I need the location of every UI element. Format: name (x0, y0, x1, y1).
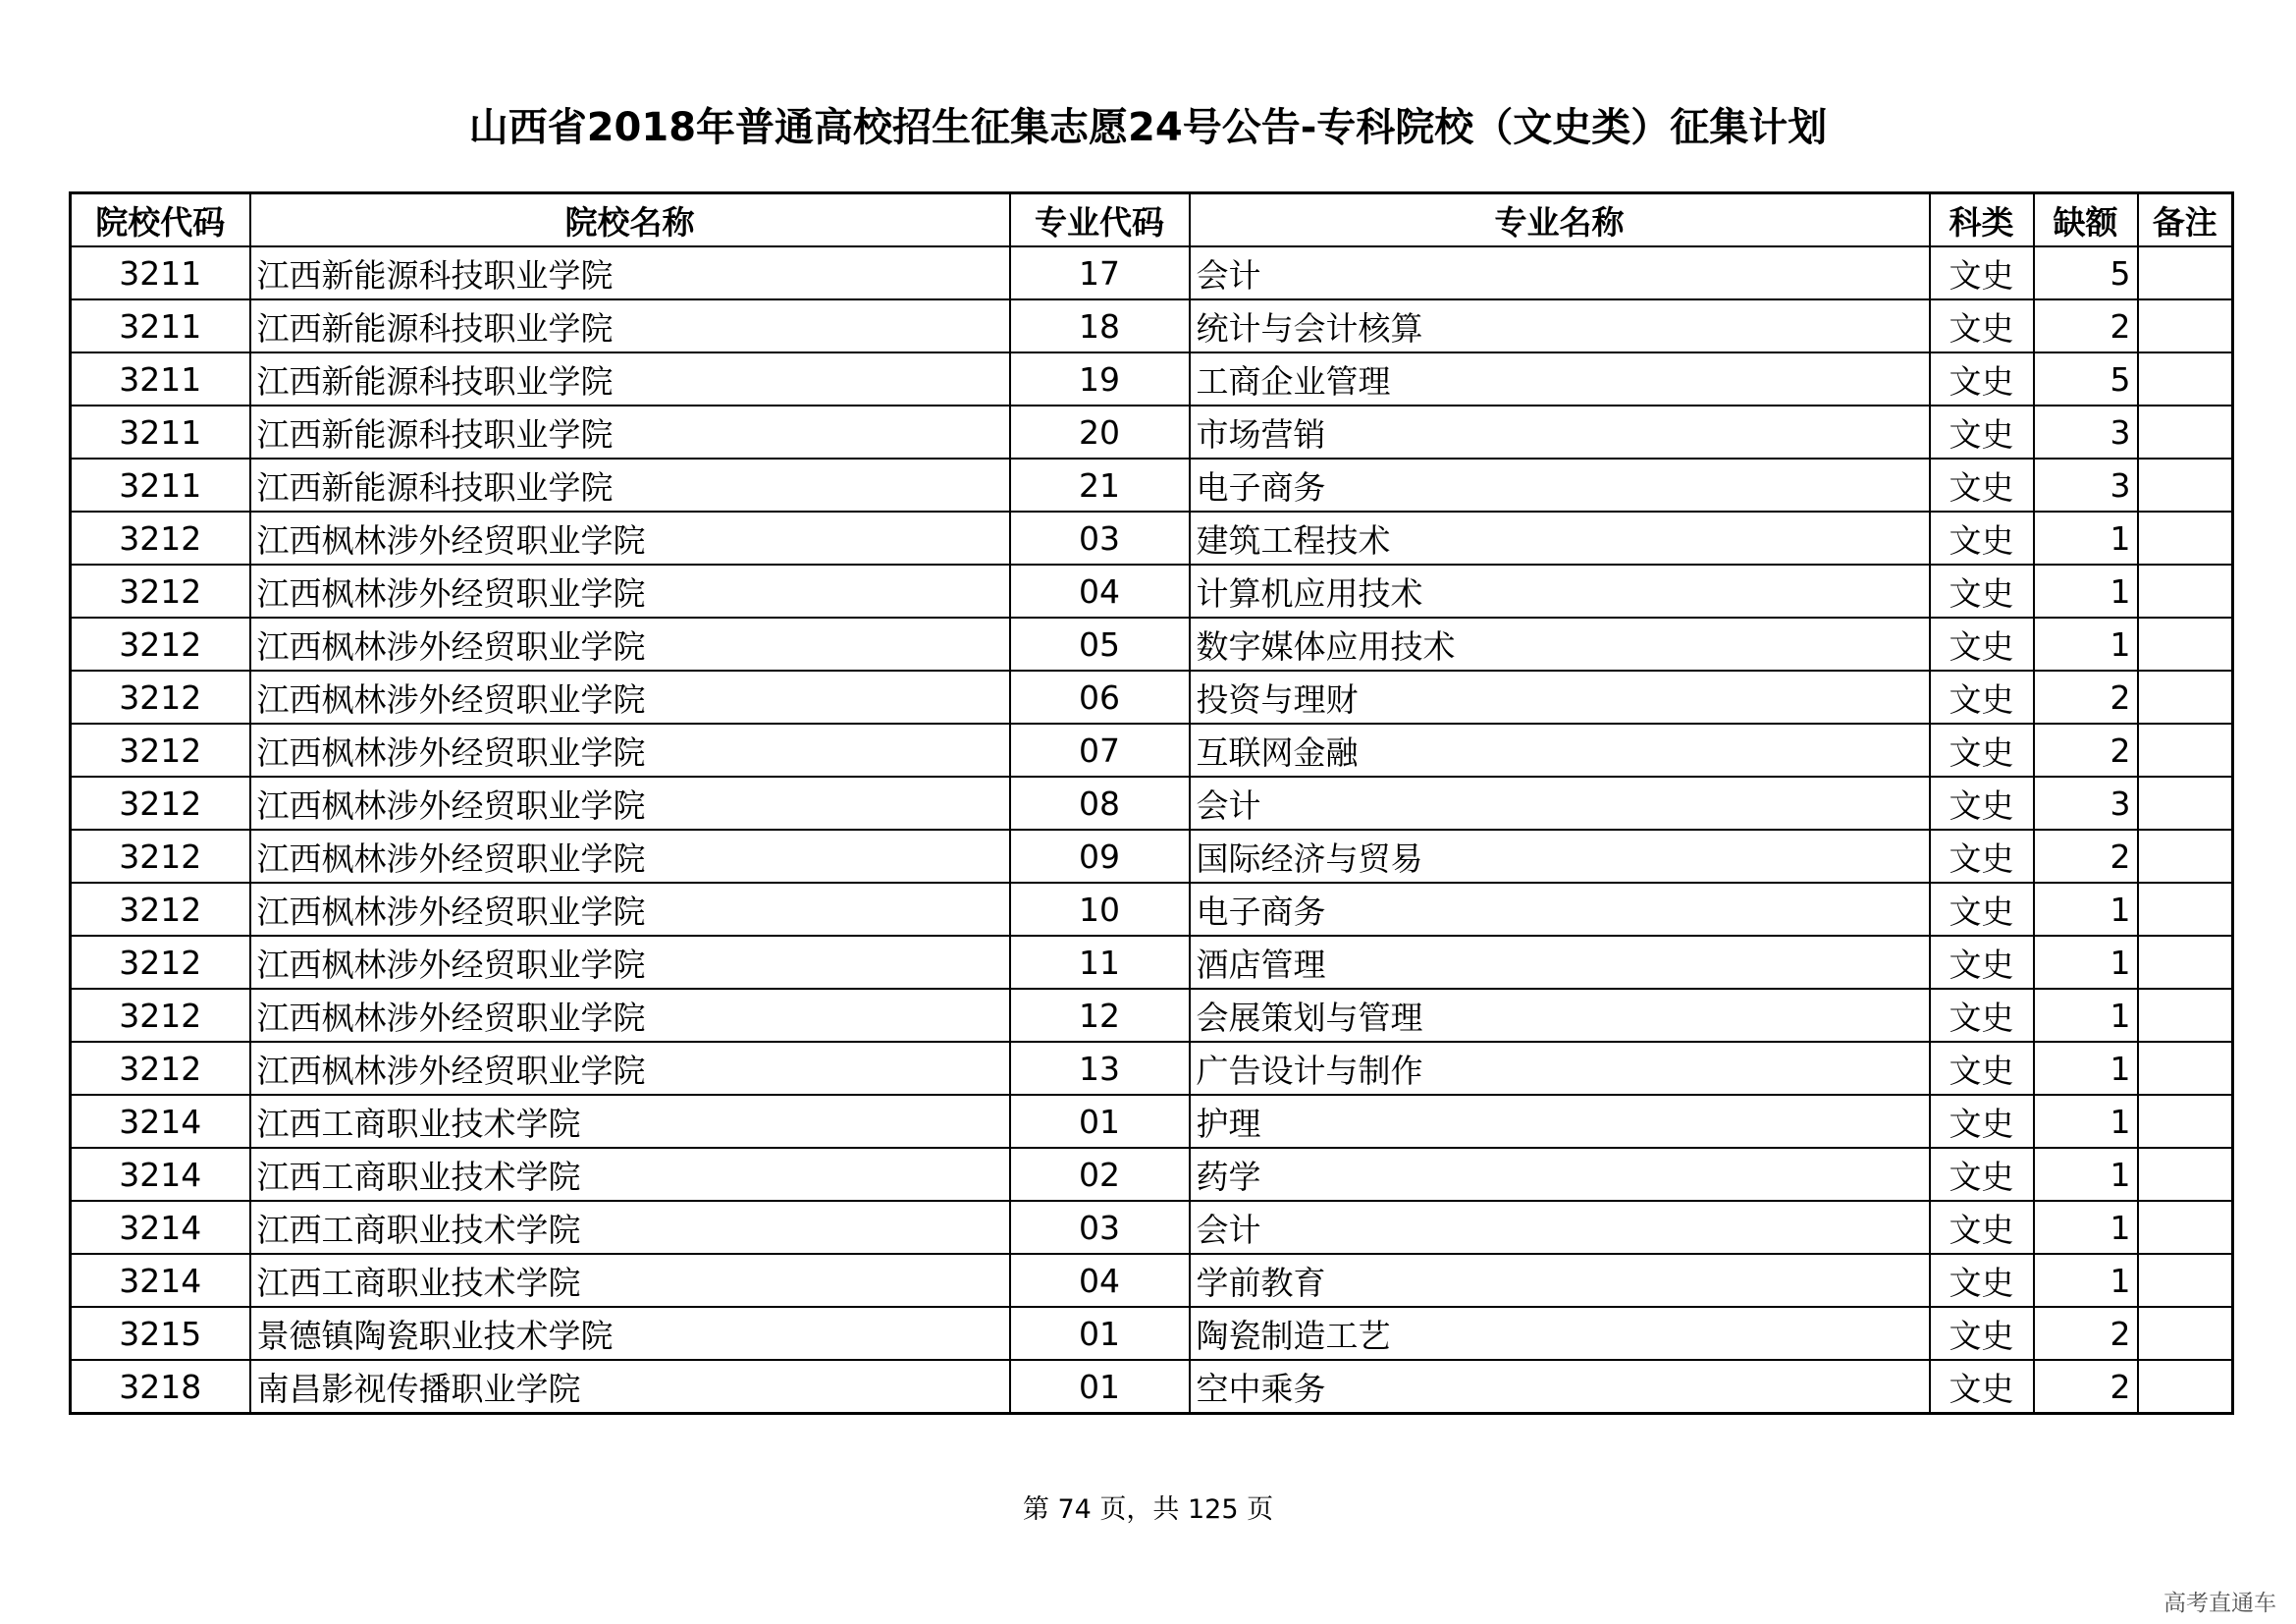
cell-school-name: 江西工商职业技术学院 (250, 1095, 1010, 1148)
cell-school-code: 3212 (71, 936, 250, 989)
cell-major-name: 计算机应用技术 (1190, 565, 1930, 618)
cell-major-name: 工商企业管理 (1190, 352, 1930, 406)
cell-vacancy: 5 (2034, 246, 2138, 299)
cell-school-name: 江西枫林涉外经贸职业学院 (250, 565, 1010, 618)
cell-category: 文史 (1930, 1042, 2034, 1095)
cell-major-code: 12 (1010, 989, 1190, 1042)
cell-vacancy: 2 (2034, 724, 2138, 777)
cell-category: 文史 (1930, 989, 2034, 1042)
cell-major-name: 市场营销 (1190, 406, 1930, 459)
watermark: 高考直通车 (2163, 1591, 2276, 1616)
cell-category: 文史 (1930, 1095, 2034, 1148)
cell-school-code: 3212 (71, 512, 250, 565)
cell-school-name: 江西枫林涉外经贸职业学院 (250, 671, 1010, 724)
cell-category: 文史 (1930, 883, 2034, 936)
cell-school-name: 南昌影视传播职业学院 (250, 1360, 1010, 1414)
cell-remarks (2138, 1254, 2233, 1307)
cell-school-code: 3212 (71, 618, 250, 671)
cell-school-name: 江西枫林涉外经贸职业学院 (250, 618, 1010, 671)
cell-school-name: 江西枫林涉外经贸职业学院 (250, 883, 1010, 936)
cell-major-name: 会计 (1190, 1201, 1930, 1254)
cell-major-code: 04 (1010, 1254, 1190, 1307)
cell-remarks (2138, 406, 2233, 459)
table-row (71, 406, 2233, 459)
cell-vacancy: 3 (2034, 406, 2138, 459)
cell-remarks (2138, 1148, 2233, 1201)
cell-remarks (2138, 989, 2233, 1042)
cell-major-name: 广告设计与制作 (1190, 1042, 1930, 1095)
cell-remarks (2138, 1042, 2233, 1095)
cell-school-name: 江西工商职业技术学院 (250, 1254, 1010, 1307)
cell-major-name: 陶瓷制造工艺 (1190, 1307, 1930, 1360)
enrollment-plan-table (69, 191, 2234, 1415)
cell-category: 文史 (1930, 512, 2034, 565)
cell-school-code: 3212 (71, 724, 250, 777)
cell-major-code: 02 (1010, 1148, 1190, 1201)
cell-major-name: 电子商务 (1190, 459, 1930, 512)
cell-vacancy: 1 (2034, 1042, 2138, 1095)
cell-school-code: 3211 (71, 246, 250, 299)
cell-remarks (2138, 352, 2233, 406)
cell-school-code: 3212 (71, 1042, 250, 1095)
table-row (71, 724, 2233, 777)
cell-remarks (2138, 1201, 2233, 1254)
cell-school-code: 3212 (71, 777, 250, 830)
cell-school-code: 3214 (71, 1148, 250, 1201)
cell-school-code: 3211 (71, 299, 250, 352)
table-row (71, 1360, 2233, 1414)
cell-remarks (2138, 565, 2233, 618)
cell-major-code: 17 (1010, 246, 1190, 299)
table-body (71, 246, 2233, 1414)
table-row (71, 1042, 2233, 1095)
cell-category: 文史 (1930, 618, 2034, 671)
cell-school-code: 3214 (71, 1201, 250, 1254)
cell-school-code: 3211 (71, 406, 250, 459)
table-row (71, 512, 2233, 565)
cell-major-name: 统计与会计核算 (1190, 299, 1930, 352)
table-row (71, 1254, 2233, 1307)
cell-school-code: 3218 (71, 1360, 250, 1414)
cell-major-code: 01 (1010, 1307, 1190, 1360)
cell-category: 文史 (1930, 565, 2034, 618)
cell-school-code: 3211 (71, 459, 250, 512)
cell-school-code: 3214 (71, 1254, 250, 1307)
table-row (71, 459, 2233, 512)
cell-remarks (2138, 1095, 2233, 1148)
cell-vacancy: 3 (2034, 459, 2138, 512)
table-row (71, 565, 2233, 618)
table-row (71, 1307, 2233, 1360)
cell-major-code: 03 (1010, 512, 1190, 565)
cell-category: 文史 (1930, 1254, 2034, 1307)
cell-category: 文史 (1930, 352, 2034, 406)
cell-school-name: 江西枫林涉外经贸职业学院 (250, 724, 1010, 777)
cell-school-name: 江西新能源科技职业学院 (250, 352, 1010, 406)
cell-vacancy: 5 (2034, 352, 2138, 406)
cell-category: 文史 (1930, 671, 2034, 724)
cell-category: 文史 (1930, 724, 2034, 777)
cell-school-name: 江西枫林涉外经贸职业学院 (250, 989, 1010, 1042)
table-row (71, 246, 2233, 299)
cell-category: 文史 (1930, 1148, 2034, 1201)
cell-major-name: 酒店管理 (1190, 936, 1930, 989)
cell-school-name: 江西新能源科技职业学院 (250, 246, 1010, 299)
cell-vacancy: 1 (2034, 1148, 2138, 1201)
cell-major-name: 国际经济与贸易 (1190, 830, 1930, 883)
cell-school-name: 江西枫林涉外经贸职业学院 (250, 777, 1010, 830)
cell-major-code: 19 (1010, 352, 1190, 406)
cell-major-code: 18 (1010, 299, 1190, 352)
cell-remarks (2138, 777, 2233, 830)
cell-vacancy: 3 (2034, 777, 2138, 830)
cell-remarks (2138, 1360, 2233, 1414)
cell-major-code: 03 (1010, 1201, 1190, 1254)
cell-remarks (2138, 299, 2233, 352)
table-row (71, 830, 2233, 883)
cell-category: 文史 (1930, 406, 2034, 459)
cell-vacancy: 2 (2034, 1307, 2138, 1360)
cell-major-name: 会计 (1190, 777, 1930, 830)
cell-school-name: 江西新能源科技职业学院 (250, 299, 1010, 352)
table-row (71, 352, 2233, 406)
header-remarks: 备注 (2138, 193, 2233, 247)
header-vacancy: 缺额 (2034, 193, 2138, 247)
cell-school-code: 3215 (71, 1307, 250, 1360)
table-header-row (71, 193, 2233, 247)
cell-major-code: 13 (1010, 1042, 1190, 1095)
cell-vacancy: 1 (2034, 1254, 2138, 1307)
table-row (71, 989, 2233, 1042)
cell-major-name: 会展策划与管理 (1190, 989, 1930, 1042)
cell-major-code: 20 (1010, 406, 1190, 459)
cell-major-name: 互联网金融 (1190, 724, 1930, 777)
cell-category: 文史 (1930, 936, 2034, 989)
cell-category: 文史 (1930, 459, 2034, 512)
cell-remarks (2138, 883, 2233, 936)
cell-major-name: 数字媒体应用技术 (1190, 618, 1930, 671)
cell-school-name: 江西枫林涉外经贸职业学院 (250, 1042, 1010, 1095)
cell-school-code: 3212 (71, 883, 250, 936)
cell-school-code: 3214 (71, 1095, 250, 1148)
header-category: 科类 (1930, 193, 2034, 247)
cell-school-code: 3212 (71, 830, 250, 883)
header-school-name: 院校名称 (250, 193, 1010, 247)
cell-category: 文史 (1930, 1201, 2034, 1254)
page-title: 山西省2018年普通高校招生征集志愿24号公告-专科院校（文史类）征集计划 (468, 105, 1828, 150)
cell-major-code: 11 (1010, 936, 1190, 989)
cell-major-code: 06 (1010, 671, 1190, 724)
cell-remarks (2138, 830, 2233, 883)
cell-remarks (2138, 671, 2233, 724)
cell-vacancy: 1 (2034, 1201, 2138, 1254)
table-row (71, 777, 2233, 830)
cell-category: 文史 (1930, 830, 2034, 883)
page-footer: 第 74 页，共 125 页 (1022, 1494, 1274, 1525)
cell-remarks (2138, 512, 2233, 565)
header-major-name: 专业名称 (1190, 193, 1930, 247)
cell-vacancy: 2 (2034, 299, 2138, 352)
cell-major-code: 10 (1010, 883, 1190, 936)
table-row (71, 299, 2233, 352)
cell-vacancy: 1 (2034, 618, 2138, 671)
cell-vacancy: 1 (2034, 1095, 2138, 1148)
cell-major-name: 电子商务 (1190, 883, 1930, 936)
cell-category: 文史 (1930, 246, 2034, 299)
cell-major-code: 04 (1010, 565, 1190, 618)
cell-category: 文史 (1930, 1307, 2034, 1360)
cell-major-name: 会计 (1190, 246, 1930, 299)
cell-vacancy: 1 (2034, 512, 2138, 565)
cell-school-name: 江西工商职业技术学院 (250, 1148, 1010, 1201)
cell-vacancy: 2 (2034, 1360, 2138, 1414)
cell-major-name: 护理 (1190, 1095, 1930, 1148)
cell-major-code: 21 (1010, 459, 1190, 512)
header-major-code: 专业代码 (1010, 193, 1190, 247)
cell-major-name: 空中乘务 (1190, 1360, 1930, 1414)
cell-remarks (2138, 936, 2233, 989)
header-school-code: 院校代码 (71, 193, 250, 247)
cell-school-code: 3212 (71, 565, 250, 618)
cell-school-name: 景德镇陶瓷职业技术学院 (250, 1307, 1010, 1360)
cell-major-code: 08 (1010, 777, 1190, 830)
cell-vacancy: 1 (2034, 936, 2138, 989)
cell-major-code: 01 (1010, 1095, 1190, 1148)
cell-major-name: 学前教育 (1190, 1254, 1930, 1307)
table-row (71, 1148, 2233, 1201)
table-row (71, 671, 2233, 724)
table-row (71, 1095, 2233, 1148)
cell-school-name: 江西新能源科技职业学院 (250, 406, 1010, 459)
table-row (71, 883, 2233, 936)
cell-remarks (2138, 724, 2233, 777)
table-row (71, 1201, 2233, 1254)
cell-vacancy: 2 (2034, 671, 2138, 724)
cell-category: 文史 (1930, 777, 2034, 830)
cell-school-name: 江西枫林涉外经贸职业学院 (250, 830, 1010, 883)
cell-major-name: 建筑工程技术 (1190, 512, 1930, 565)
cell-major-code: 07 (1010, 724, 1190, 777)
cell-major-name: 药学 (1190, 1148, 1930, 1201)
cell-vacancy: 2 (2034, 830, 2138, 883)
cell-remarks (2138, 1307, 2233, 1360)
cell-school-name: 江西新能源科技职业学院 (250, 459, 1010, 512)
cell-school-name: 江西工商职业技术学院 (250, 1201, 1010, 1254)
cell-major-code: 09 (1010, 830, 1190, 883)
cell-remarks (2138, 246, 2233, 299)
table-row (71, 936, 2233, 989)
cell-school-code: 3212 (71, 671, 250, 724)
cell-category: 文史 (1930, 1360, 2034, 1414)
cell-remarks (2138, 459, 2233, 512)
cell-category: 文史 (1930, 299, 2034, 352)
table-row (71, 618, 2233, 671)
cell-vacancy: 1 (2034, 883, 2138, 936)
cell-major-code: 01 (1010, 1360, 1190, 1414)
cell-major-code: 05 (1010, 618, 1190, 671)
cell-major-name: 投资与理财 (1190, 671, 1930, 724)
cell-school-code: 3211 (71, 352, 250, 406)
cell-vacancy: 1 (2034, 989, 2138, 1042)
cell-vacancy: 1 (2034, 565, 2138, 618)
cell-school-name: 江西枫林涉外经贸职业学院 (250, 936, 1010, 989)
cell-remarks (2138, 618, 2233, 671)
cell-school-name: 江西枫林涉外经贸职业学院 (250, 512, 1010, 565)
cell-school-code: 3212 (71, 989, 250, 1042)
